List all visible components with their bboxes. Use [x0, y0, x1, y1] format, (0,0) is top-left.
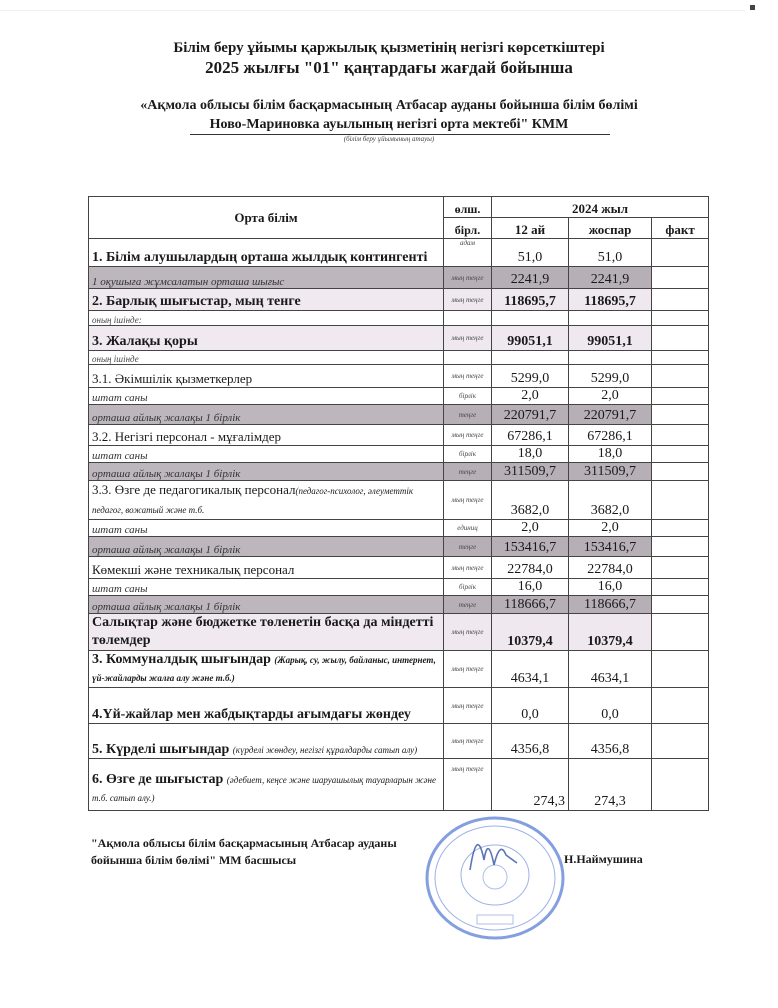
row-unit: мың теңге [444, 326, 492, 351]
row-fact [652, 557, 709, 579]
organization-line-2: Ново-Мариновка ауылының негізгі орта мектебі" КММ [209, 117, 569, 132]
row-label-text: 3.3. Өзге де педагогикалық персонал [92, 482, 296, 497]
row-plan: 0,0 [569, 688, 652, 724]
row-plan: 2,0 [569, 520, 652, 537]
row-unit: бірлік [444, 446, 492, 463]
row-plan: 5299,0 [569, 365, 652, 388]
header-unit-top: өлш. [444, 197, 492, 218]
table-row [89, 596, 709, 614]
row-fact [652, 481, 709, 520]
row-unit: мың теңге [444, 481, 492, 520]
row-unit: мың теңге [444, 688, 492, 724]
signatory-position-line-2: бойынша білім бөлімі" ММ басшысы [91, 853, 297, 867]
row-label: Көмекші және техникалық персонал [89, 557, 444, 579]
row-fact [652, 724, 709, 759]
row-unit: мың теңге [444, 557, 492, 579]
signatory-name: Н.Наймушина [564, 852, 643, 866]
row-12-months: 10379,4 [492, 614, 569, 651]
row-label [89, 724, 444, 759]
organization-caption: (білім беру ұйымының атауы) [343, 135, 435, 143]
row-fact [652, 520, 709, 537]
table-row [89, 326, 709, 351]
row-12-months: 4356,8 [492, 724, 569, 759]
row-12-months: 118695,7 [492, 289, 569, 311]
row-12-months: 99051,1 [492, 326, 569, 351]
row-label: 2. Барлық шығыстар, мың тенге [89, 289, 444, 311]
row-12-months: 2,0 [492, 520, 569, 537]
row-plan: 18,0 [569, 446, 652, 463]
header-plan: жоспар [569, 218, 652, 239]
row-12-months: 274,3 [492, 759, 569, 811]
row-12-months: 153416,7 [492, 537, 569, 557]
table-row [89, 365, 709, 388]
row-fact [652, 289, 709, 311]
row-plan: 2241,9 [569, 267, 652, 289]
row-label: Салықтар және бюджетке төленетін басқа да міндетті төлемдер [89, 614, 444, 651]
table-header-row [89, 197, 709, 218]
row-plan: 10379,4 [569, 614, 652, 651]
row-12-months: 67286,1 [492, 425, 569, 446]
row-label [89, 651, 444, 688]
row-label [89, 481, 444, 520]
row-label: орташа айлық жалақы 1 бірлік [89, 463, 444, 481]
row-fact [652, 388, 709, 405]
row-plan: 3682,0 [569, 481, 652, 520]
table-row [89, 614, 709, 651]
row-label: штат саны [89, 520, 444, 537]
table-row [89, 425, 709, 446]
row-label-text: 6. Өзге де шығыстар [92, 772, 227, 787]
row-unit: мың теңге [444, 365, 492, 388]
header-12-months: 12 ай [492, 218, 569, 239]
row-12-months: 118666,7 [492, 596, 569, 614]
header-fact: факт [652, 218, 709, 239]
row-unit: бірлік [444, 579, 492, 596]
row-fact [652, 614, 709, 651]
table-row [89, 557, 709, 579]
table-row [89, 759, 709, 811]
row-12-months: 311509,7 [492, 463, 569, 481]
row-fact [652, 759, 709, 811]
row-12-months: 2241,9 [492, 267, 569, 289]
row-unit: теңге [444, 463, 492, 481]
row-label: штат саны [89, 388, 444, 405]
row-fact [652, 651, 709, 688]
header-unit-bottom: бірл. [444, 218, 492, 239]
row-label [89, 759, 444, 811]
row-12-months: 22784,0 [492, 557, 569, 579]
table-row [89, 446, 709, 463]
table-row [89, 267, 709, 289]
row-label-text: 3. Коммуналдық шығындар [92, 652, 275, 667]
row-label: орташа айлық жалақы 1 бірлік [89, 405, 444, 425]
row-label: штат саны [89, 579, 444, 596]
row-plan: 274,3 [569, 759, 652, 811]
table-row [89, 289, 709, 311]
row-unit: бірлік [444, 388, 492, 405]
row-12-months: 220791,7 [492, 405, 569, 425]
header-category: Орта білім [89, 197, 444, 239]
table-row [89, 388, 709, 405]
row-12-months: 0,0 [492, 688, 569, 724]
signatory-position [91, 835, 397, 869]
row-unit: теңге [444, 405, 492, 425]
row-plan: 2,0 [569, 388, 652, 405]
row-12-months: 4634,1 [492, 651, 569, 688]
table-row [89, 520, 709, 537]
row-plan: 99051,1 [569, 326, 652, 351]
table-row [89, 688, 709, 724]
row-fact [652, 688, 709, 724]
official-stamp-icon [422, 815, 568, 941]
table-row [89, 651, 709, 688]
row-unit: теңге [444, 596, 492, 614]
row-plan: 220791,7 [569, 405, 652, 425]
organization-line-1: «Ақмола облысы білім басқармасының Атбасар ауданы бойынша білім бөлімі [140, 98, 638, 113]
row-plan: 118666,7 [569, 596, 652, 614]
row-label: 3. Жалақы қоры [89, 326, 444, 351]
row-plan: 153416,7 [569, 537, 652, 557]
row-12-months: 16,0 [492, 579, 569, 596]
row-fact [652, 579, 709, 596]
table-row [89, 537, 709, 557]
scan-corner-mark [750, 5, 755, 10]
row-label: 3.2. Негізгі персонал - мұғалімдер [89, 425, 444, 446]
row-unit: мың теңге [444, 289, 492, 311]
table-row [89, 351, 709, 365]
row-plan: 51,0 [569, 239, 652, 267]
row-plan: 311509,7 [569, 463, 652, 481]
row-unit: мың теңге [444, 724, 492, 759]
row-12-months: 5299,0 [492, 365, 569, 388]
row-12-months: 51,0 [492, 239, 569, 267]
financial-indicators-table [88, 196, 709, 811]
row-fact [652, 405, 709, 425]
row-unit: мың теңге [444, 425, 492, 446]
table-row [89, 724, 709, 759]
row-label: орташа айлық жалақы 1 бірлік [89, 537, 444, 557]
row-plan: 67286,1 [569, 425, 652, 446]
row-unit: мың теңге [444, 267, 492, 289]
row-plan: 4634,1 [569, 651, 652, 688]
row-12-months: 3682,0 [492, 481, 569, 520]
row-label: орташа айлық жалақы 1 бірлік [89, 596, 444, 614]
row-fact [652, 537, 709, 557]
row-12-months: 2,0 [492, 388, 569, 405]
row-fact [652, 596, 709, 614]
row-fact [652, 326, 709, 351]
row-fact [652, 267, 709, 289]
row-label: 3.1. Әкімшілік қызметкерлер [89, 365, 444, 388]
row-label-text: 5. Күрделі шығындар [92, 742, 233, 757]
row-label-note: (педагог-психолог, әлеуметтік педагог, вожатый және т.б. [92, 486, 414, 515]
row-unit: теңге [444, 537, 492, 557]
row-label-note: (Жарық, су, жылу, байланыс, интернет, үй-жайларды жалға алу және т.б.) [92, 655, 436, 683]
row-label: 4.Үй-жайлар мен жабдықтарды ағымдағы жөндеу [89, 688, 444, 724]
row-label: 1. Білім алушылардың орташа жылдық контингенті [89, 239, 444, 267]
page-top-edge [0, 10, 745, 11]
table-row [89, 481, 709, 520]
row-plan: 16,0 [569, 579, 652, 596]
table-row [89, 239, 709, 267]
row-unit: мың теңге [444, 759, 492, 811]
row-unit: адам [444, 239, 492, 267]
header-year: 2024 жыл [492, 197, 709, 218]
row-fact [652, 365, 709, 388]
row-label: оның ішінде: [89, 311, 444, 326]
document-date-line: 2025 жылғы "01" қаңтардағы жағдай бойынша [205, 58, 573, 77]
row-fact [652, 239, 709, 267]
row-unit: единиц [444, 520, 492, 537]
signatory-position-line-1: "Ақмола облысы білім басқармасының Атбасар ауданы [91, 836, 397, 850]
row-unit: мың теңге [444, 614, 492, 651]
row-label: штат саны [89, 446, 444, 463]
row-label-note: (күрделі жөндеу, негізгі құралдарды сатып алу) [232, 745, 418, 755]
row-label: оның ішінде [89, 351, 444, 365]
row-fact [652, 425, 709, 446]
table-row [89, 405, 709, 425]
row-plan: 22784,0 [569, 557, 652, 579]
row-fact [652, 463, 709, 481]
document-title: Білім беру ұйымы қаржылық қызметінің негізгі көрсеткіштері [173, 40, 605, 56]
row-12-months: 18,0 [492, 446, 569, 463]
table-row [89, 579, 709, 596]
row-unit: мың теңге [444, 651, 492, 688]
row-label-note: (әдебиет, кеңсе және шаруашылық тауарларын және т.б. сатып алу.) [92, 775, 436, 803]
table-row [89, 311, 709, 326]
row-plan: 118695,7 [569, 289, 652, 311]
row-fact [652, 446, 709, 463]
row-plan: 4356,8 [569, 724, 652, 759]
table-row [89, 463, 709, 481]
row-label: 1 оқушыға жұмсалатын орташа шығыс [89, 267, 444, 289]
